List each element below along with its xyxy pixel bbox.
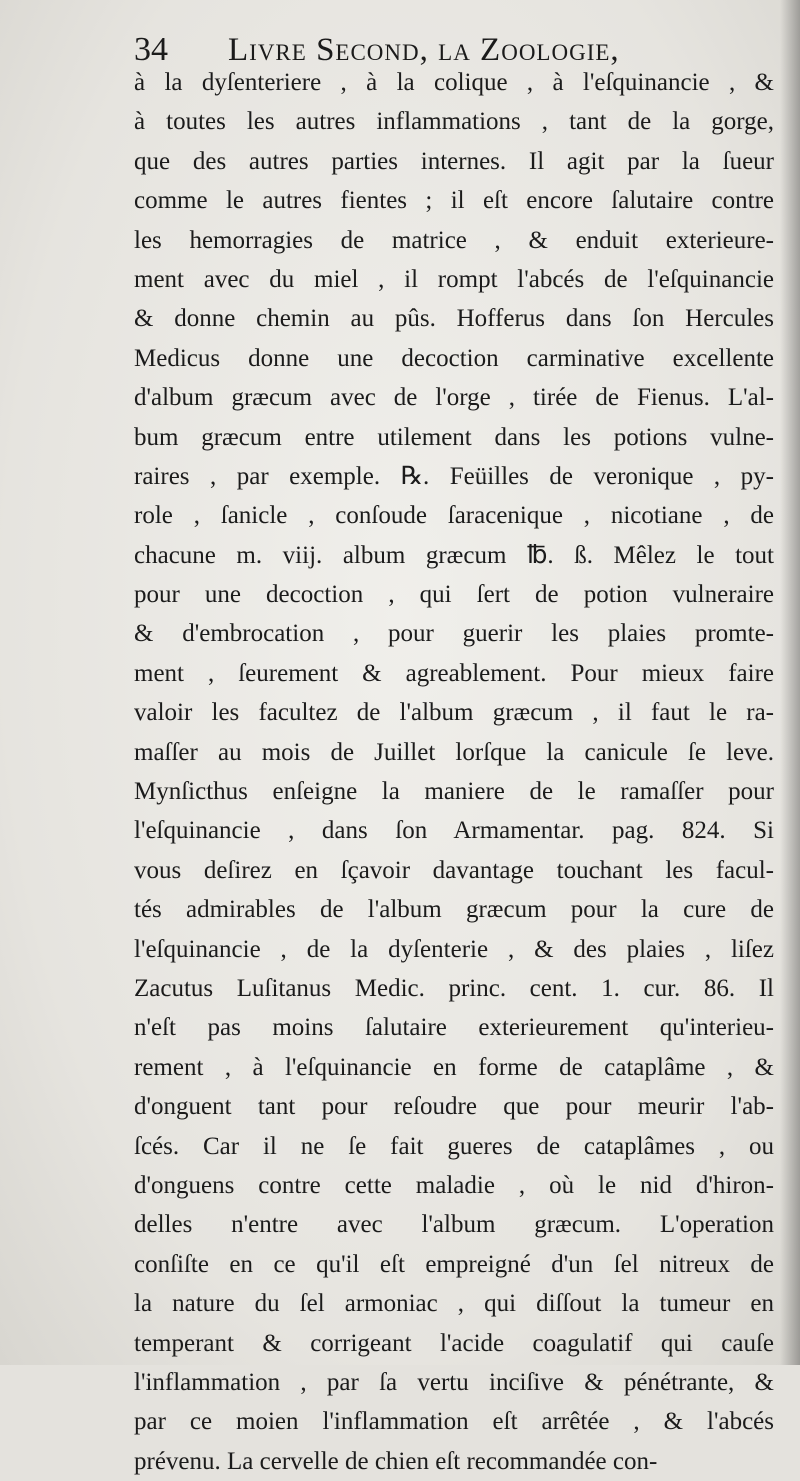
text-line: vous deſirez en ſçavoir davantage touchant les facul- xyxy=(134,856,774,884)
text-line: temperant & corrigeant l'acide coagulatif qui cauſe xyxy=(134,1329,774,1357)
text-line: à la dyſenteriere , à la colique , à l'eſquinancie , & xyxy=(134,69,774,96)
text-line: n'eſt pas moins ſalutaire exterieurement qu'interieu- xyxy=(134,1014,774,1042)
page-edge-shadow xyxy=(780,0,800,1365)
text-line: à toutes les autres inflammations , tant de la gorge, xyxy=(134,108,774,136)
text-line: bum græcum entre utilement dans les potions vulne- xyxy=(134,423,774,451)
text-line: & donne chemin au pûs. Hofferus dans ſon Hercules xyxy=(134,305,774,333)
text-line: l'inflammation , par ſa vertu inciſive & pénétrante, & xyxy=(134,1368,774,1396)
text-line: par ce moien l'inflammation eſt arrêtée , & l'abcés xyxy=(134,1408,774,1436)
text-line: pour une decoction , qui ſert de potion vulneraire xyxy=(134,581,774,609)
text-line: Mynſicthus enſeigne la maniere de le ramaſſer pour xyxy=(134,778,774,806)
body-text xyxy=(134,63,774,1481)
text-line: role , ſanicle , conſoude ſaracenique , nicotiane , de xyxy=(134,502,774,530)
text-line: tés admirables de l'album græcum pour la cure de xyxy=(134,896,774,924)
text-line: valoir les facultez de l'album græcum , il faut le ra- xyxy=(134,699,774,727)
text-line: rement , à l'eſquinancie en forme de cataplâme , & xyxy=(134,1053,774,1081)
text-line: d'album græcum avec de l'orge , tirée de Fienus. L'al- xyxy=(134,384,774,412)
text-line: l'eſquinancie , de la dyſenterie , & des plaies , liſez xyxy=(134,935,774,963)
text-line: ment avec du miel , il rompt l'abcés de l'eſquinancie xyxy=(134,265,774,293)
text-line: delles n'entre avec l'album græcum. L'operation xyxy=(134,1211,774,1239)
text-line: la nature du ſel armoniac , qui diſſout la tumeur en xyxy=(134,1290,774,1318)
text-line: l'eſquinancie , dans ſon Armamentar. pag. 824. Si xyxy=(134,817,774,845)
text-line: & d'embrocation , pour guerir les plaies promte- xyxy=(134,620,774,648)
text-line: les hemorragies de matrice , & enduit exterieure- xyxy=(134,226,774,254)
page-number: 34 xyxy=(134,31,168,68)
text-line: comme le autres fientes ; il eſt encore ſalutaire contre xyxy=(134,187,774,215)
text-line: d'onguent tant pour reſoudre que pour meurir l'ab- xyxy=(134,1093,774,1121)
text-line: maſſer au mois de Juillet lorſque la canicule ſe leve. xyxy=(134,738,774,766)
text-line: conſiſte en ce qu'il eſt empreigné d'un ſel nitreux de xyxy=(134,1250,774,1278)
text-line: Zacutus Luſitanus Medic. princ. cent. 1. cur. 86. Il xyxy=(134,974,774,1002)
text-line: raires , par exemple. ℞. Feüilles de veronique , py- xyxy=(134,462,774,490)
running-head: Livre Second, la Zoologie, xyxy=(228,32,620,68)
text-line: ſcés. Car il ne ſe fait gueres de cataplâmes , ou xyxy=(134,1132,774,1160)
text-line: chacune m. viij. album græcum ℔. ß. Mêlez le tout xyxy=(134,541,774,569)
text-line: prévenu. La cervelle de chien eſt recommandée con- xyxy=(134,1447,658,1475)
text-line: Medicus donne une decoction carminative excellente xyxy=(134,344,774,372)
text-line: d'onguens contre cette maladie , où le nid d'hiron- xyxy=(134,1171,774,1199)
text-line: ment , ſeurement & agreablement. Pour mieux faire xyxy=(134,659,774,687)
text-line: que des autres parties internes. Il agit par la ſueur xyxy=(134,147,774,175)
